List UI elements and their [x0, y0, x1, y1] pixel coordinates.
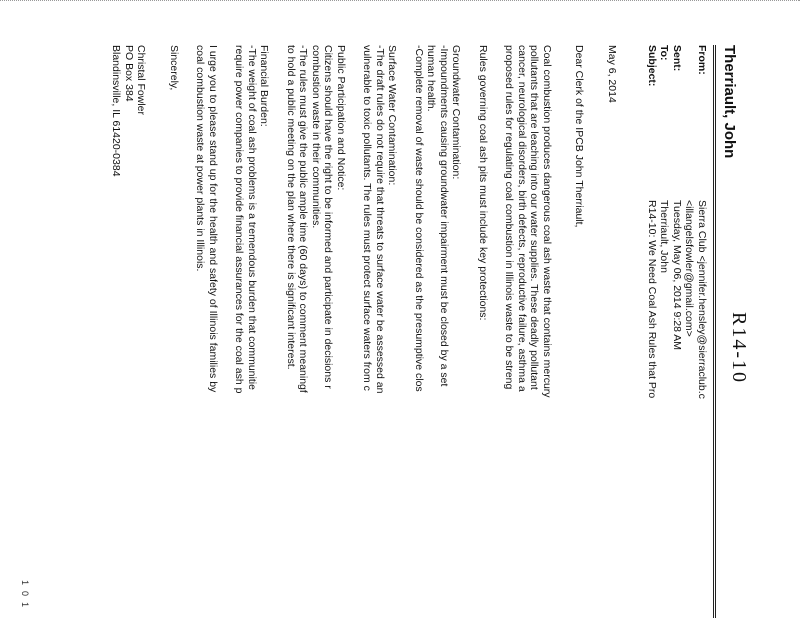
- header-key: Subject:: [646, 45, 658, 87]
- email-header: [646, 45, 709, 399]
- section-title: Financial Burden:: [258, 45, 271, 127]
- header-row-to: [658, 45, 671, 399]
- section-line: human health.: [425, 45, 438, 112]
- intro-line: proposed rules for regulating coal combustion in Illinois waste to be streng: [503, 45, 516, 390]
- header-key: To:: [658, 45, 671, 61]
- letter-body: [110, 45, 618, 618]
- header-key: Sent:: [671, 45, 683, 72]
- header-value: Therriault, John: [658, 200, 671, 273]
- section-line: -Complete removal of waste should be considered as the presumptive clos: [413, 45, 425, 392]
- signature-name: Christal Fowler: [135, 45, 148, 116]
- signature-address: PO Box 384: [123, 45, 135, 102]
- header-key: From:: [696, 45, 708, 75]
- section-line: to hold a public meeting on the plan where there is significant interest.: [285, 45, 297, 370]
- section-title: Groundwater Contamination:: [450, 45, 463, 180]
- section-line: require power companies to provide financial assurances for the coal ash p: [233, 45, 246, 394]
- header-value: Tuesday, May 06, 2014 9:28 AM: [671, 200, 683, 351]
- salutation: Dear Clerk of the IPCB John Therriault,: [573, 45, 586, 228]
- scan-edge: [0, 0, 800, 4]
- header-rule: [715, 45, 716, 618]
- header-value: Sierra Club <jennifer.hensley@sierraclub.c: [696, 200, 708, 399]
- header-row-subject: [646, 45, 659, 399]
- section-line: combustion waste in their communities.: [310, 45, 322, 229]
- page-mark: 101: [20, 580, 30, 614]
- header-row-from-email: [683, 45, 696, 399]
- signoff: Sincerely,: [168, 45, 180, 91]
- header-row-sent: [671, 45, 684, 399]
- header-key: [683, 45, 696, 200]
- signature-address: Blandinsville, IL 61420-0384: [110, 45, 123, 177]
- section-line: Citizens should have the right to be informed and participate in decisions r: [322, 45, 335, 389]
- section-line: -The draft rules do not require that threats to surface water be assessed an: [374, 45, 386, 394]
- header-rule: [713, 45, 714, 618]
- header-value: <illangelsfowler@gmail.com>: [683, 200, 696, 337]
- header-value: R14-10: We Need Coal Ash Rules that Pro: [646, 200, 658, 399]
- intro-line: cancer, neurological disorders, birth defects, reproductive failure, asthma a: [516, 45, 528, 392]
- closing-line: coal combustion waste at power plants in Illinois.: [194, 45, 207, 272]
- section-line: vulnerable to toxic pollutants. The rules must protect surface waters from c: [361, 45, 374, 391]
- letter-date: May 6, 2014: [606, 45, 618, 103]
- section-title: Public Participation and Notice:: [335, 45, 347, 191]
- document-id: R14-10: [728, 312, 750, 384]
- section-title: Surface Water Contamination:: [386, 45, 399, 186]
- section-line: -Impoundments causing groundwater impairment must be closed by a set: [438, 45, 450, 387]
- intro-line: pollutants that are leaching into our water supplies. These deadly pollutant: [528, 45, 541, 390]
- closing-line: I urge you to please stand up for the health and safety of Illinois families by: [207, 45, 219, 393]
- rules-intro: Rules governing coal ash pits must include key protections:: [477, 45, 489, 321]
- header-row-from: [696, 45, 709, 399]
- section-line: -The weight of coal ash problems is a tremendous burden that communitie: [246, 45, 258, 390]
- sender-name: Therriault, John: [721, 45, 738, 159]
- section-line: -The rules must give the public ample time (60 days) to comment meaningf: [297, 45, 310, 393]
- intro-line: Coal combustion produces dangerous coal ash waste that contains mercury: [541, 45, 553, 398]
